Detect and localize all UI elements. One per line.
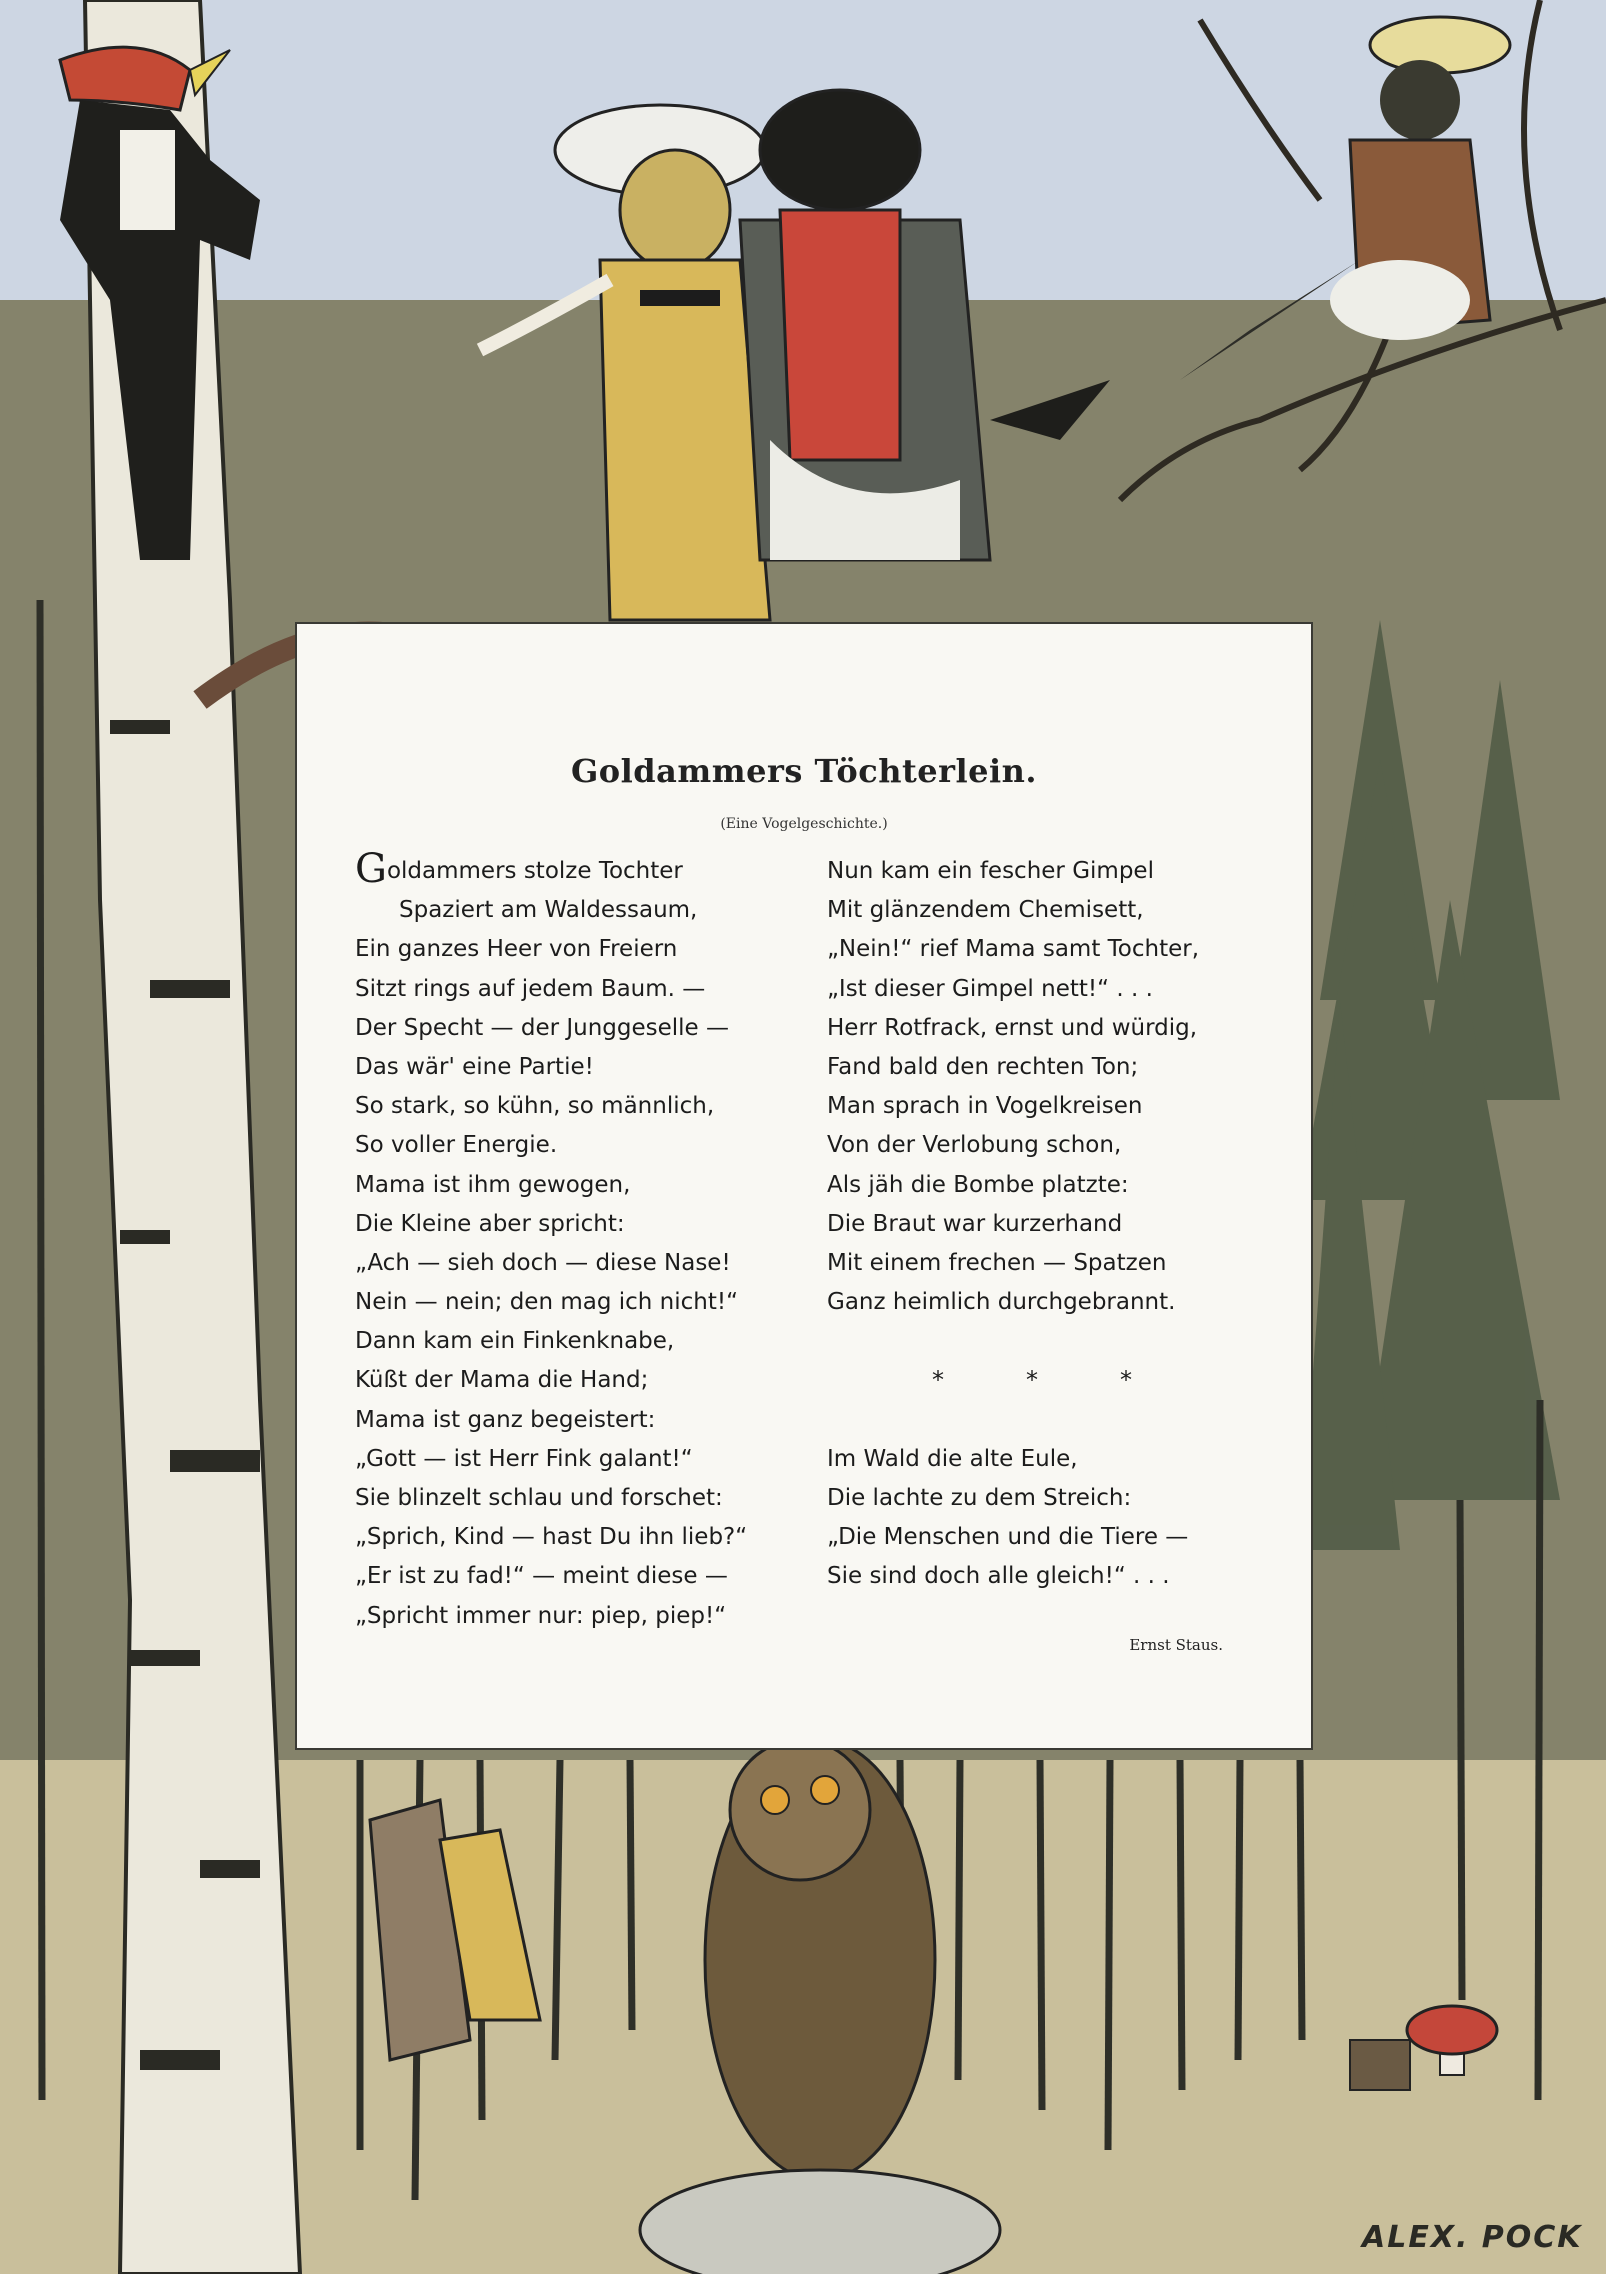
poem-line: Mit glänzendem Chemisett, (827, 897, 1144, 924)
poem-line: Das wär' eine Partie! (355, 1053, 594, 1080)
poem-line: Der Specht — der Junggeselle — (355, 1014, 730, 1041)
artist-signature: ALEX. POCK (1362, 2220, 1583, 2255)
poem-subtitle: (Eine Vogelgeschichte.) (720, 816, 888, 832)
poem-line: So stark, so kühn, so männlich, (355, 1093, 715, 1120)
poem-line: Als jäh die Bombe platzte: (827, 1171, 1129, 1198)
poem-line: Mit einem frechen — Spatzen (827, 1249, 1167, 1276)
poem-panel (295, 622, 1313, 1750)
star: * (1120, 1366, 1132, 1395)
poem-line: „Ist dieser Gimpel nett!“ . . . (827, 975, 1153, 1002)
poem-line-text: oldammers stolze Tochter (386, 858, 683, 884)
poem-line: „Gott — ist Herr Fink galant!“ (355, 1445, 693, 1472)
poem-line: Die Kleine aber spricht: (355, 1210, 625, 1237)
star: * (932, 1366, 944, 1395)
poem-line: Mama ist ihm gewogen, (355, 1171, 631, 1198)
poem-line: „Nein!“ rief Mama samt Tochter, (827, 936, 1200, 963)
poem-line (355, 846, 785, 892)
poem-line: Mama ist ganz begeistert: (355, 1406, 656, 1433)
poem-line: Die Braut war kurzerhand (827, 1210, 1123, 1237)
poem-line: Nun kam ein fescher Gimpel (827, 858, 1154, 884)
section-stars (932, 1361, 1132, 1400)
poem-line: Von der Verlobung schon, (827, 1132, 1122, 1159)
poem-line: Ein ganzes Heer von Freiern (355, 936, 678, 963)
poem-line: „Ach — sieh doch — diese Nase! (355, 1249, 731, 1276)
poem-line: Küßt der Mama die Hand; (355, 1367, 649, 1394)
poem-line: „Die Menschen und die Tiere — (827, 1524, 1189, 1551)
poem-column-left (355, 846, 785, 1636)
poem-title: Goldammers Töchterlein. (570, 752, 1038, 790)
poem-line: Spaziert am Waldessaum, (399, 897, 698, 924)
poem-line: „Spricht immer nur: piep, piep!“ (355, 1602, 727, 1629)
poem-line: Dann kam ein Finkenknabe, (355, 1328, 675, 1355)
stanza-gap (827, 1322, 1267, 1361)
poem-line: Die lachte zu dem Streich: (827, 1485, 1132, 1511)
poem-line: Sie blinzelt schlau und forschet: (355, 1485, 723, 1511)
author-credit: Ernst Staus. (1129, 1636, 1223, 1654)
poem-line: Nein — nein; den mag ich nicht!“ (355, 1289, 739, 1316)
poem-line: Man sprach in Vogelkreisen (827, 1093, 1143, 1120)
star: * (1026, 1366, 1038, 1395)
poem-line: Ganz heimlich durchgebrannt. (827, 1289, 1176, 1316)
poem-line: „Sprich, Kind — hast Du ihn lieb?“ (355, 1524, 748, 1551)
poem-line: Im Wald die alte Eule, (827, 1445, 1078, 1472)
poem-line: Fand bald den rechten Ton; (827, 1053, 1139, 1080)
drop-cap: G (355, 846, 387, 892)
poem-line: Herr Rotfrack, ernst und würdig, (827, 1014, 1198, 1041)
poem-line: „Er ist zu fad!“ — meint diese — (355, 1563, 728, 1590)
poem-line: Sitzt rings auf jedem Baum. — (355, 975, 706, 1002)
stanza-gap (827, 1401, 1267, 1440)
poem-line: Sie sind doch alle gleich!“ . . . (827, 1563, 1170, 1590)
poem-column-right (827, 852, 1267, 1597)
poem-line: So voller Energie. (355, 1132, 558, 1159)
